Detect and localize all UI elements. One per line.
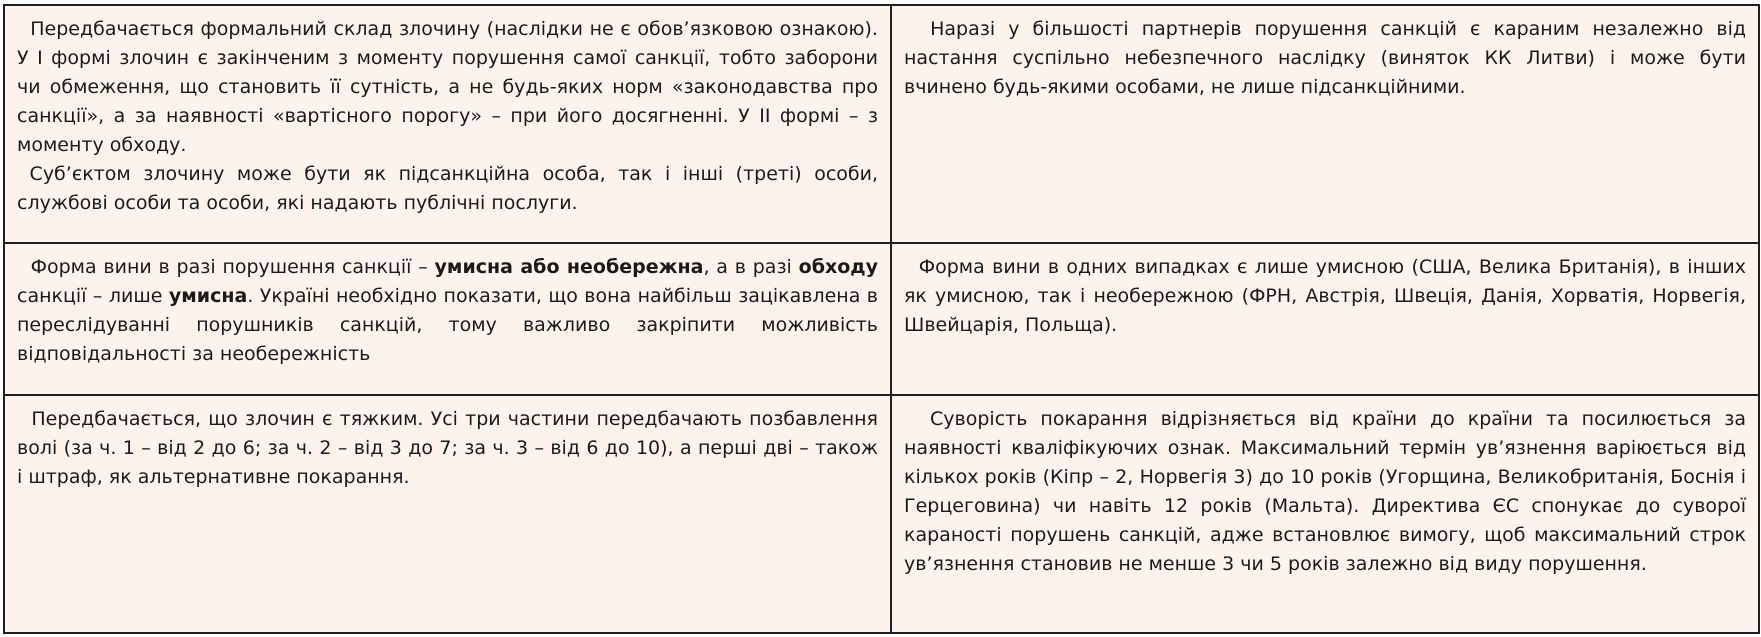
text-run: санкції – лише [17,256,885,307]
cell-paragraph: Передбачається формальний склад злочину (наслідки не є обов’язковою ознакою). У I формі злочин є закінченим з моменту порушення самої санкції, тобто заборони чи обмеження, що становить її сутність, а не будь-яких норм «законодавства про санкції», а за наявності «вартісного порогу» – при його досягненні. У II формі – з моменту обходу. [17,18,885,156]
ukraine-cell-penalty [4,395,891,633]
table-row [4,395,1759,633]
partners-cell-guilt [891,243,1759,395]
cell-paragraph: Суб’єктом злочину може бути як підсанкційна особа, так і інші (треті) особи, службові особи та особи, які надають публічні послуги. [17,163,885,214]
comparison-table [3,4,1760,634]
cell-paragraph: Наразі у більшості партнерів порушення санкцій є караним незалежно від настання суспільно небезпечного наслідку (виняток КК Литви) і може бути вчинено будь-якими особами, не лише підсанкційними. [904,18,1753,98]
bold-text: обходу [798,256,878,278]
text-run: Форма вини в разі порушення санкції – [17,256,435,278]
bold-text: умисна або необережна [434,256,704,278]
cell-paragraph: Суворість покарання відрізняється від країни до країни та посилюється за наявності кваліфікуючих ознак. Максимальний термін ув’язнення варіюється від кількох років (Кіпр – 2, Норвегія 3) до 10 років (Угорщина, Великобританія, Боснія і Герцеговина) чи навіть 12 років (Мальта). Директива ЄС спонукає до суворої караності порушень санкцій, адже встановлює вимогу, щоб максимальний строк ув’язнення становив не менше 3 чи 5 років залежно від виду порушення. [904,408,1753,575]
partners-cell-penalty [891,395,1759,633]
partners-cell-composition [891,5,1759,243]
ukraine-cell-guilt [4,243,891,395]
cell-paragraph [17,253,885,369]
bold-text: умисна [168,285,248,307]
text-run: , а в разі [703,256,799,278]
ukraine-cell-composition [4,5,891,243]
cell-paragraph: Передбачається, що злочин є тяжким. Усі три частини передбачають позбавлення волі (за ч. 1 – від 2 до 6; за ч. 2 – від 3 до 7; за ч. 3 – від 6 до 10), а перші дві – також і штраф, як альтернативне покарання. [17,408,885,488]
cell-paragraph: Форма вини в одних випадках є лише умисною (США, Велика Британія), в інших як умисною, так і необережною (ФРН, Австрія, Швеція, Данія, Хорватія, Норвегія, Швейцарія, Польща). [904,256,1753,336]
text-run: . Україні необхідно показати, що вона найбільш зацікавлена в переслідуванні порушників санкцій, тому важливо закріпити можливість відповідальності за необережність [17,285,885,365]
table-row [4,5,1759,243]
table-row [4,243,1759,395]
